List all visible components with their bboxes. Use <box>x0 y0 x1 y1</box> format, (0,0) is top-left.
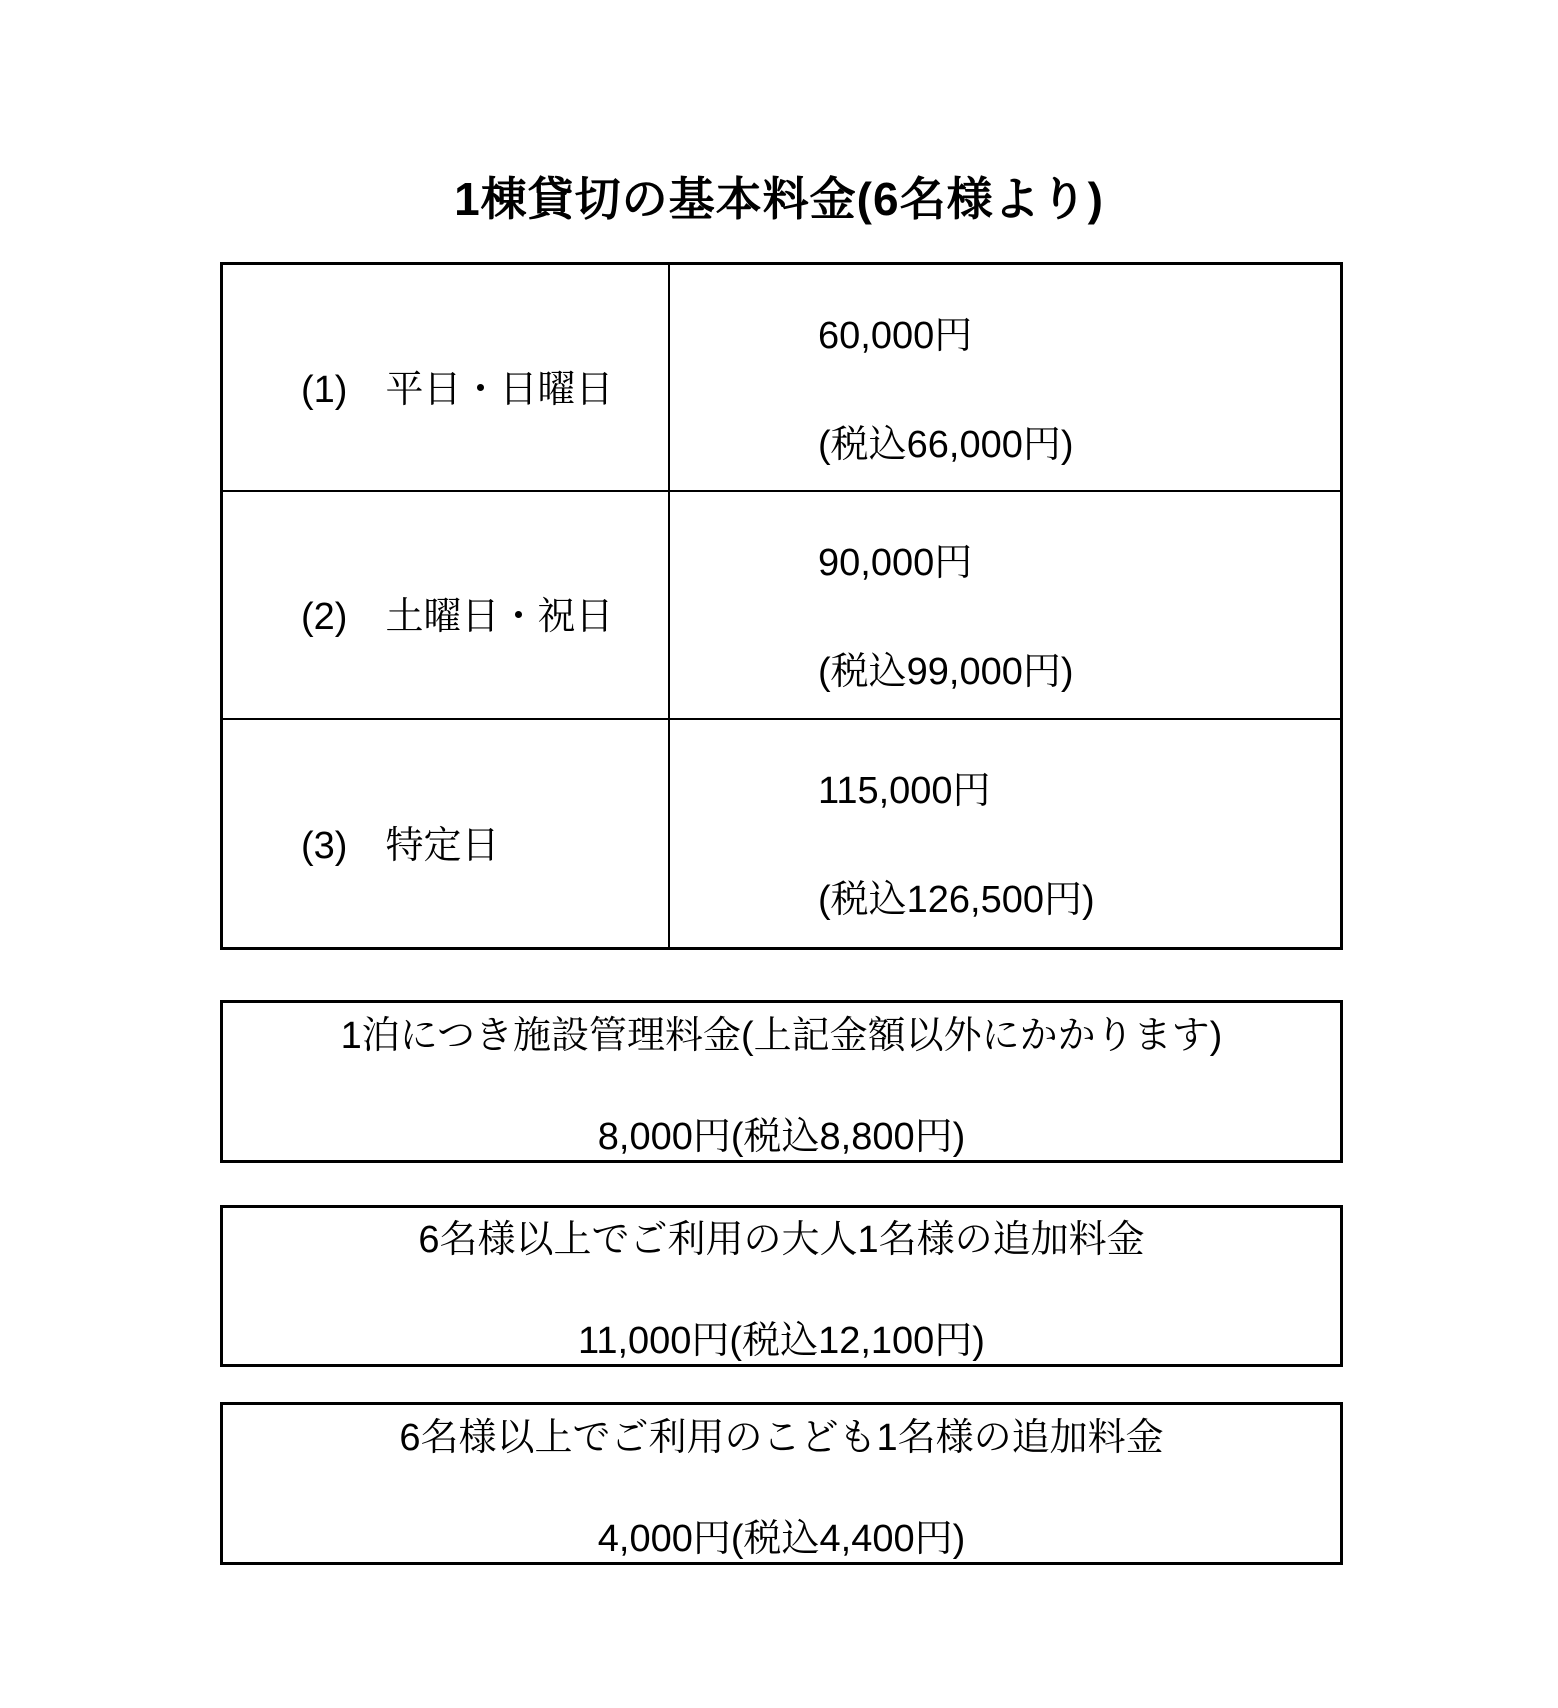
rate-price-tax-special: (税込126,500円) <box>818 879 1095 922</box>
rate-price-saturday: 90,000円 <box>818 541 973 584</box>
child-extra-fee-price: 4,000円(税込4,400円) <box>597 1517 966 1560</box>
rate-price-cell-weekday <box>670 265 1340 490</box>
adult-extra-fee-price: 11,000円(税込12,100円) <box>578 1320 985 1362</box>
rate-label-special: (3) 特定日 <box>223 720 670 947</box>
rate-label-weekday: (1) 平日・日曜日 <box>223 265 670 490</box>
child-extra-fee-box <box>220 1402 1343 1565</box>
child-extra-fee-description: 6名様以上でご利用のこども1名様の追加料金 <box>399 1416 1164 1459</box>
rate-price-tax-weekday: (税込66,000円) <box>818 423 1074 466</box>
table-row-special <box>223 720 1340 947</box>
rate-price-cell-saturday <box>670 492 1340 717</box>
adult-extra-fee-description: 6名様以上でご利用の大人1名様の追加料金 <box>418 1219 1145 1261</box>
facility-fee-box <box>220 1000 1343 1163</box>
facility-fee-price: 8,000円(税込8,800円) <box>597 1115 966 1158</box>
rate-price-weekday: 60,000円 <box>818 314 973 357</box>
table-row-weekday <box>223 265 1340 492</box>
base-rate-table <box>220 262 1343 950</box>
table-row-saturday <box>223 492 1340 719</box>
rate-label-saturday: (2) 土曜日・祝日 <box>223 492 670 717</box>
rate-price-cell-special <box>670 720 1340 947</box>
page-title: 1棟貸切の基本料金(6名様より) <box>454 173 1104 225</box>
facility-fee-description: 1泊につき施設管理料金(上記金額以外にかかります) <box>340 1014 1223 1057</box>
adult-extra-fee-box <box>220 1205 1343 1367</box>
rate-price-tax-saturday: (税込99,000円) <box>818 650 1074 693</box>
rate-price-special: 115,000円 <box>818 770 991 813</box>
